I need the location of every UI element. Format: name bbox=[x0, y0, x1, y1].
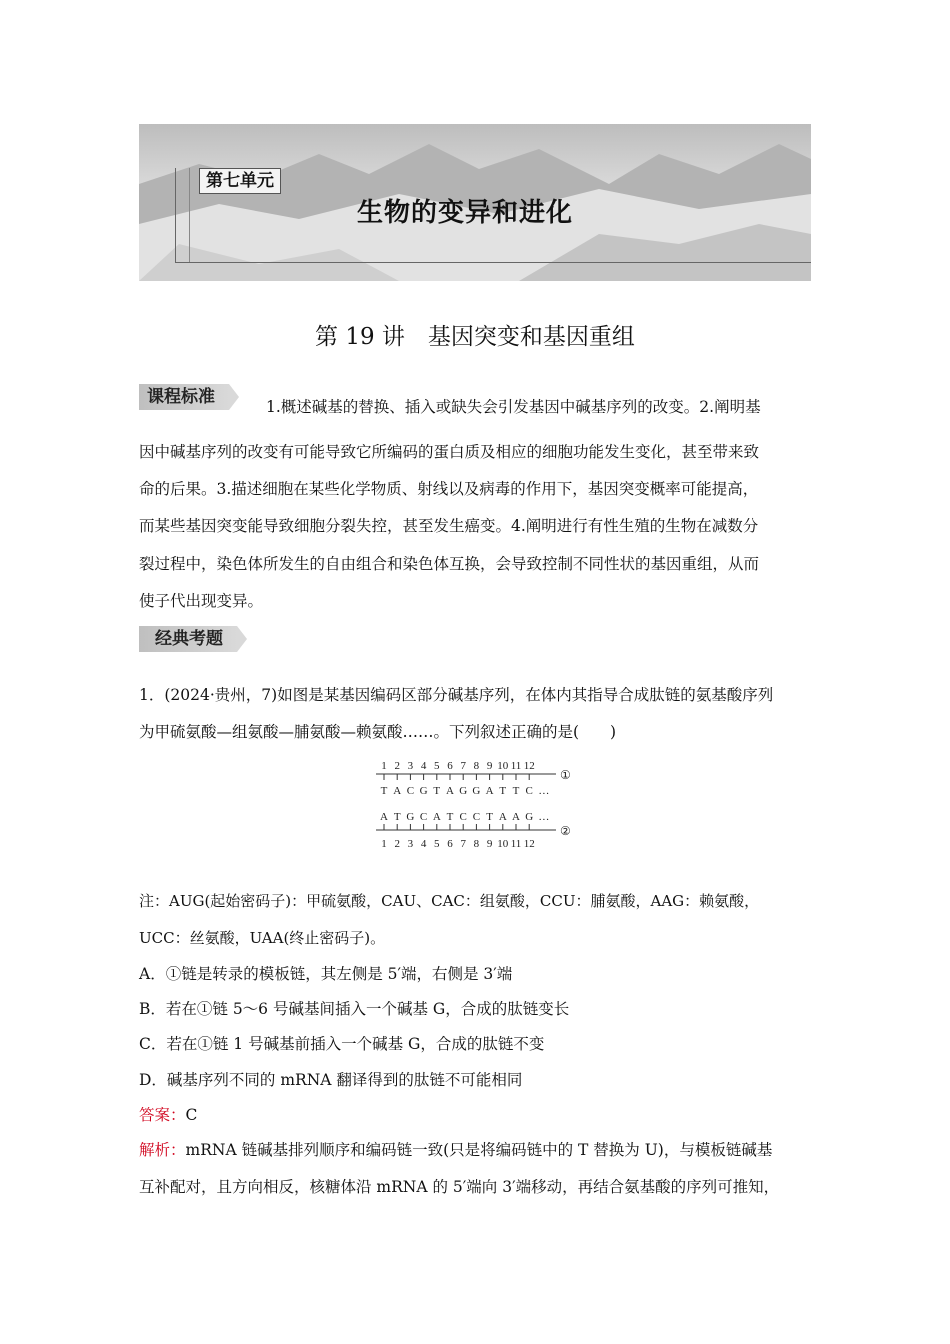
strand2-base: A bbox=[512, 811, 520, 823]
strand1-base: T bbox=[499, 785, 507, 797]
unit-banner bbox=[139, 124, 811, 281]
strand2-ellipsis: … bbox=[538, 811, 550, 823]
option-c: C．若在①链 1 号碱基前插入一个碱基 G，合成的肽链不变 bbox=[139, 1035, 545, 1053]
strand2-base: G bbox=[525, 811, 534, 823]
top-number-10: 10 bbox=[497, 760, 509, 772]
strand2-base: T bbox=[446, 811, 454, 823]
lecture-title: 第 19 讲 基因突变和基因重组 bbox=[315, 324, 635, 350]
strand1-base: G bbox=[472, 785, 481, 797]
course-standard-tag: 课程标准 bbox=[139, 384, 229, 410]
bottom-number-3: 3 bbox=[407, 838, 414, 850]
option-a: A．①链是转录的模板链，其左侧是 5′端，右侧是 3′端 bbox=[139, 965, 513, 983]
bottom-number-8: 8 bbox=[473, 838, 480, 850]
strand1-base: C bbox=[406, 785, 415, 797]
unit-title: 生物的变异和进化 bbox=[357, 198, 574, 228]
strand2-base: T bbox=[486, 811, 493, 823]
bottom-number-5: 5 bbox=[434, 838, 440, 850]
strand2-base: T bbox=[393, 811, 401, 823]
strand2-base: C bbox=[459, 811, 467, 823]
strand1-ticks bbox=[384, 774, 529, 780]
bottom-number-12: 12 bbox=[523, 838, 535, 850]
bottom-number-4: 4 bbox=[420, 838, 427, 850]
standard-line-5: 裂过程中，染色体所发生的自由组合和染色体互换，会导致控制不同性状的基因重组，从而 bbox=[139, 555, 760, 573]
bottom-number-row bbox=[381, 838, 534, 850]
strand1-bases bbox=[381, 785, 550, 797]
strand2-base: A bbox=[380, 811, 388, 823]
strand2-bases bbox=[380, 811, 549, 823]
bottom-number-1: 1 bbox=[381, 838, 387, 850]
strand1-base: T bbox=[433, 785, 441, 797]
strand1-base: T bbox=[380, 785, 388, 797]
strand1-base: A bbox=[485, 785, 494, 797]
answer-label: 答案： bbox=[139, 1106, 186, 1124]
standard-line-6: 使子代出现变异。 bbox=[139, 592, 264, 610]
top-number-1: 1 bbox=[381, 760, 387, 772]
note-line-1: 注：AUG(起始密码子)：甲硫氨酸，CAU、CAC：组氨酸，CCU：脯氨酸，AAG：赖氨酸， bbox=[139, 892, 760, 910]
bottom-number-9: 9 bbox=[486, 838, 493, 850]
bottom-number-10: 10 bbox=[497, 838, 509, 850]
top-number-12: 12 bbox=[523, 760, 535, 772]
strand1-base: A bbox=[446, 785, 454, 797]
option-d: D．碱基序列不同的 mRNA 翻译得到的肽链不可能相同 bbox=[139, 1071, 523, 1089]
strand2-base: C bbox=[419, 811, 428, 823]
strand2-label: ② bbox=[560, 824, 571, 838]
top-number-11: 11 bbox=[510, 760, 522, 772]
top-number-3: 3 bbox=[407, 760, 414, 772]
top-number-2: 2 bbox=[394, 760, 400, 772]
strand1-base: G bbox=[419, 785, 428, 797]
standard-line-3: 命的后果。3.描述细胞在某些化学物质、射线以及病毒的作用下，基因突变概率可能提高， bbox=[139, 480, 759, 498]
top-number-6: 6 bbox=[447, 760, 453, 772]
bottom-number-6: 6 bbox=[447, 838, 453, 850]
standard-line-4: 而某些基因突变能导致细胞分裂失控，甚至发生癌变。4.阐明进行有性生殖的生物在减数分 bbox=[139, 517, 759, 535]
strand2-base: A bbox=[432, 811, 441, 823]
strand1-ellipsis: … bbox=[538, 785, 550, 797]
dna-sequence-diagram bbox=[376, 758, 586, 854]
strand2-ticks bbox=[384, 824, 529, 830]
strand1-base: T bbox=[512, 785, 520, 797]
analysis-label: 解析： bbox=[139, 1141, 186, 1159]
standard-line-1: 1.概述碱基的替换、插入或缺失会引发基因中碱基序列的改变。2.阐明基 bbox=[266, 398, 761, 416]
unit-label: 第七单元 bbox=[199, 168, 281, 194]
classic-question-tag: 经典考题 bbox=[139, 626, 237, 652]
question-stem-line-2: 为甲硫氨酸—组氨酸—脯氨酸—赖氨酸……。下列叙述正确的是( ) bbox=[139, 723, 617, 741]
strand1-base: G bbox=[459, 785, 468, 797]
bottom-number-7: 7 bbox=[460, 838, 466, 850]
bottom-number-2: 2 bbox=[394, 838, 400, 850]
answer-line bbox=[139, 1103, 197, 1125]
top-number-8: 8 bbox=[473, 760, 480, 772]
option-b: B．若在①链 5～6 号碱基间插入一个碱基 G，合成的肽链变长 bbox=[139, 1000, 570, 1018]
strand2-base: G bbox=[406, 811, 415, 823]
top-number-7: 7 bbox=[460, 760, 466, 772]
analysis-line-1 bbox=[139, 1138, 772, 1160]
strand1-base: A bbox=[393, 785, 402, 797]
top-number-5: 5 bbox=[434, 760, 440, 772]
standard-line-2: 因中碱基序列的改变有可能导致它所编码的蛋白质及相应的细胞功能发生变化，甚至带来致 bbox=[139, 443, 760, 461]
strand2-base: A bbox=[498, 811, 507, 823]
strand1-label: ① bbox=[560, 768, 571, 782]
answer-value: C bbox=[185, 1106, 198, 1124]
analysis-line-2: 互补配对，且方向相反，核糖体沿 mRNA 的 5′端向 3′端移动，再结合氨基酸的序列可推知， bbox=[139, 1178, 780, 1196]
bottom-number-11: 11 bbox=[510, 838, 522, 850]
question-stem-line-1: 1．(2024·贵州，7)如图是某基因编码区部分碱基序列，在体内其指导合成肽链的氨基酸序列 bbox=[139, 686, 774, 704]
strand1-base: C bbox=[525, 785, 533, 797]
top-number-row bbox=[381, 760, 534, 772]
top-number-9: 9 bbox=[486, 760, 493, 772]
analysis-text-1: mRNA 链碱基排列顺序和编码链一致(只是将编码链中的 T 替换为 U)，与模板链碱基 bbox=[185, 1141, 773, 1159]
note-line-2: UCC：丝氨酸，UAA(终止密码子)。 bbox=[139, 929, 386, 947]
strand2-base: C bbox=[472, 811, 481, 823]
top-number-4: 4 bbox=[420, 760, 427, 772]
